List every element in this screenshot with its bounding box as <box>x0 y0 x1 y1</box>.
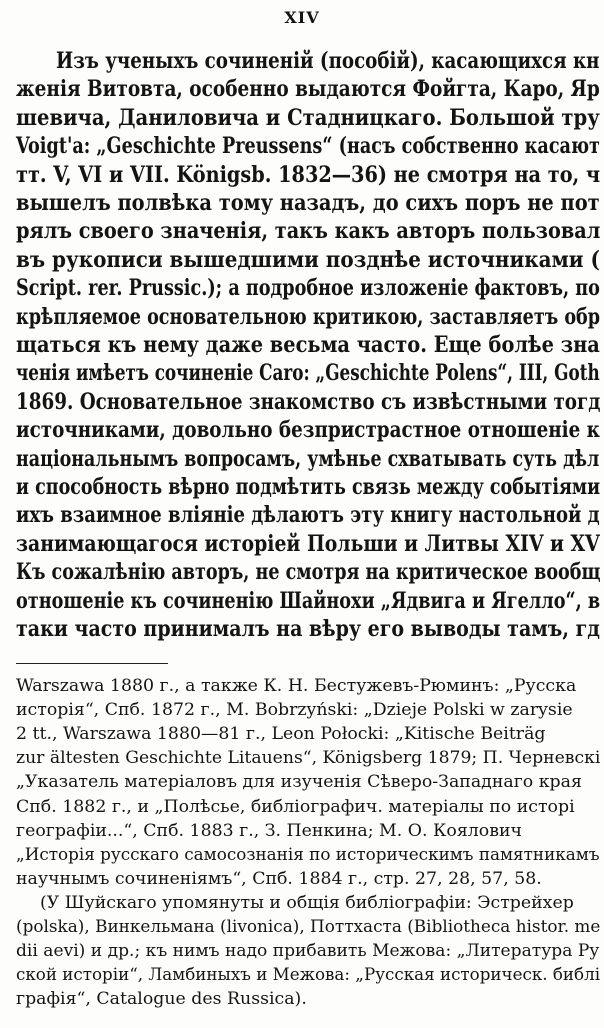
footnote-divider <box>16 663 168 664</box>
footnote-line: Спб. 1882 г., и „Полѣсье, библіографич. матеріалы по исторі <box>16 796 575 816</box>
main-line: въ рукописи вышедшими позднѣе источниками ( <box>16 246 600 273</box>
main-line: занимающагося исторіей Польши и Литвы XIV и XV <box>16 530 600 557</box>
main-line: крѣпляемое основательною критикою, заставляетъ обр <box>16 303 601 330</box>
main-line: рялъ своего значенія, такъ какъ авторъ пользовал <box>16 218 601 245</box>
page-number: XIV <box>284 8 320 27</box>
main-line: вышелъ полвѣка тому назадъ, до сихъ поръ не пот <box>16 190 600 216</box>
main-line: и способность вѣрно подмѣтить связь между событіями <box>16 474 601 500</box>
footnote-line: ской исторіи“, Ламбиныхъ и Межова: „Русская историческ. библі <box>16 965 601 985</box>
main-line: таки часто принималъ на вѣру его выводы тамъ, гд <box>16 616 600 642</box>
main-line: Script. rer. Prussic.); а подробное изложеніе фактовъ, по <box>16 275 600 302</box>
footnote-line: (У Шуйскаго упомянуты и общія библіографіи: Эстрейхер <box>40 892 574 912</box>
footnote-line: zur ältesten Geschichte Litauens“, Königsberg 1879; П. Черневскі <box>16 748 601 768</box>
footnote-line: Warszawa 1880 г., а также К. Н. Бестужевъ-Рюминъ: „Русска <box>16 676 577 695</box>
footnote-line: научнымъ сочиненіямъ“, Спб. 1884 г., стр. 27, 28, 57, 58. <box>16 868 542 888</box>
footnote-line: „Указатель матеріаловъ для изученія Сѣверо-Западнаго края <box>16 772 582 792</box>
main-line: Къ сожалѣнію авторъ, не смотря на критическое вообщ <box>16 559 601 586</box>
main-line: щаться къ нему даже весьма часто. Еще болѣе зна <box>16 332 600 358</box>
main-line: Voigt'а: „Geschichte Preussens“ (насъ собственно касают <box>16 133 600 160</box>
footnote-line: 2 tt., Warszawa 1880—81 г., Leon Połocki: „Kitische Beiträg <box>16 724 546 744</box>
footnote-line: исторія“, Спб. 1872 г., M. Bobrzyński: „Dzieje Polski w zarysie <box>16 700 573 720</box>
main-line: ченія имѣетъ сочиненіе Caro: „Geschichte Polens“, III, Goth <box>16 360 600 387</box>
main-line: источниками, довольно безпристрастное отношеніе к <box>16 417 600 444</box>
footnote-line: графія“, Catalogue des Russica). <box>16 989 307 1009</box>
main-line: ихъ взаимное вліяніе дѣлаютъ эту книгу настольной д <box>16 502 600 529</box>
footnote-line: „Исторія русскаго самосознанія по историческимъ памятникамъ <box>16 844 600 864</box>
main-line: 1869. Основательное знакомство съ извѣстными тогд <box>16 388 601 415</box>
main-line: женія Витовта, особенно выдаются Фойгта, Каро, Яр <box>16 76 600 103</box>
footnote-line: dii aevi) и др.; къ нимъ надо прибавить Межова: „Литература Ру <box>16 941 600 961</box>
footnote-line: географіи...“, Спб. 1883 г., З. Пенкина; М. О. Коялович <box>16 820 523 840</box>
main-line: шевича, Даниловича и Стадницкаго. Большой тру <box>16 104 600 131</box>
footnote-line: (polska), Винкельмана (livonica), Поттхаста (Bibliotheca histor. me <box>16 917 601 936</box>
main-line: національнымъ вопросамъ, умѣнье схватывать суть дѣл <box>16 445 600 472</box>
main-line: отношеніе къ сочиненію Шайнохи „Ядвига и Ягелло“, в <box>16 587 601 614</box>
main-line: Изъ ученыхъ сочиненій (пособій), касающихся кн <box>56 48 600 74</box>
main-line: тт. V, VI и VII. Königsb. 1832—36) не смотря на то, ч <box>16 161 601 188</box>
